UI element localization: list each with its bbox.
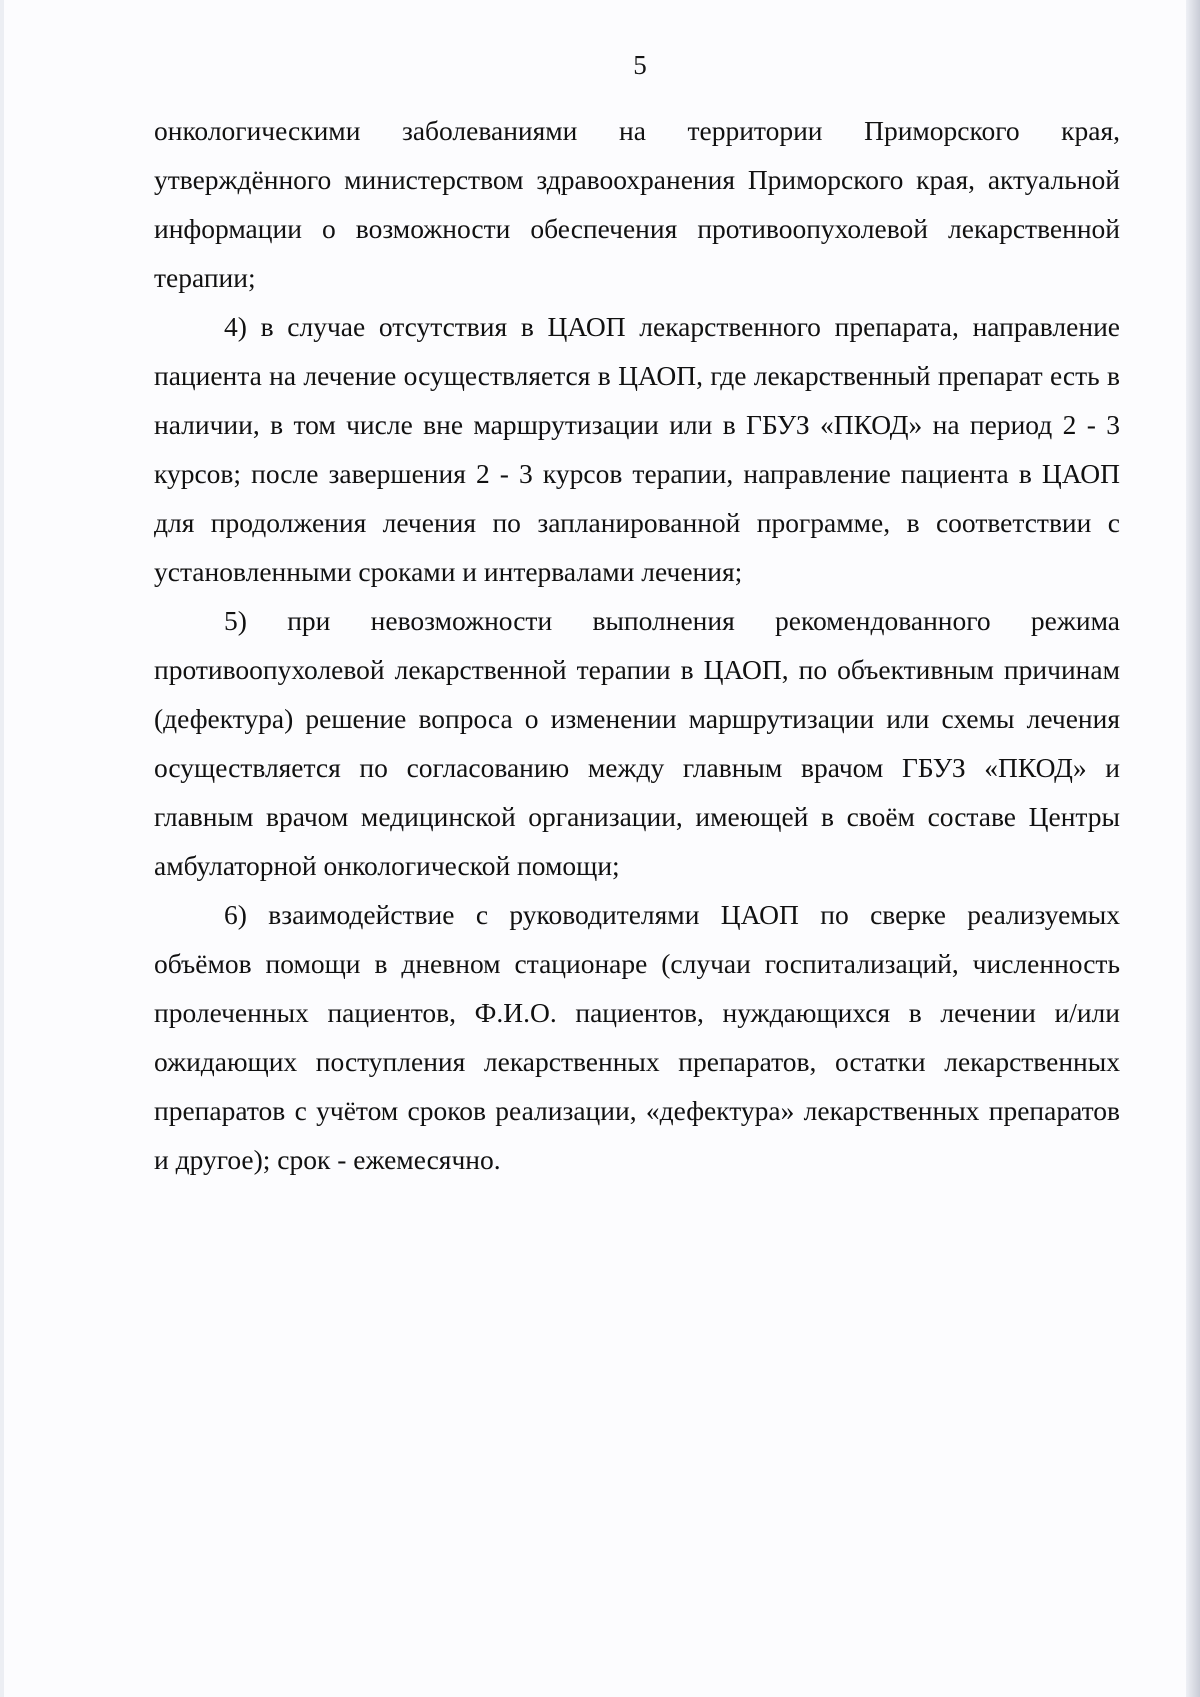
page-number: 5 [633,50,647,80]
paragraph-item-5: 5) при невозможности выполнения рекомендованного режима противоопухолевой лекарственной терапии в ЦАОП, по объективным причинам (дефектура) решение вопроса о изменении маршрутизации или схемы лечения осуществляется по согласованию между главным врачом ГБУЗ «ПКОД» и главным врачом медицинской организации, имеющей в своём составе Центры амбулаторной онкологической помощи; [154,605,1120,881]
paragraph-continuation: онкологическими заболеваниями на территории Приморского края, утверждённого министерством здравоохранения Приморского края, актуальной информации о возможности обеспечения противоопухолевой лекарственной терапии; [154,115,1120,293]
paragraph-item-6: 6) взаимодействие с руководителями ЦАОП по сверке реализуемых объёмов помощи в дневном стационаре (случаи госпитализаций, численность пролеченных пациентов, Ф.И.О. пациентов, нуждающихся в лечении и/или ожидающих поступления лекарственных препаратов, остатки лекарственных препаратов с учётом сроков реализации, «дефектура» лекарственных препаратов и другое); срок - ежемесячно. [154,899,1120,1175]
scan-edge-left [0,0,4,1697]
scan-edge-right [1186,0,1200,1697]
paragraph-item-4: 4) в случае отсутствия в ЦАОП лекарственного препарата, направление пациента на лечение осуществляется в ЦАОП, где лекарственный препарат есть в наличии, в том числе вне маршрутизации или в ГБУЗ «ПКОД» на период 2 - 3 курсов; после завершения 2 - 3 курсов терапии, направление пациента в ЦАОП для продолжения лечения по запланированной программе, в соответствии с установленными сроками и интервалами лечения; [154,311,1120,587]
document-body [154,106,1120,1184]
